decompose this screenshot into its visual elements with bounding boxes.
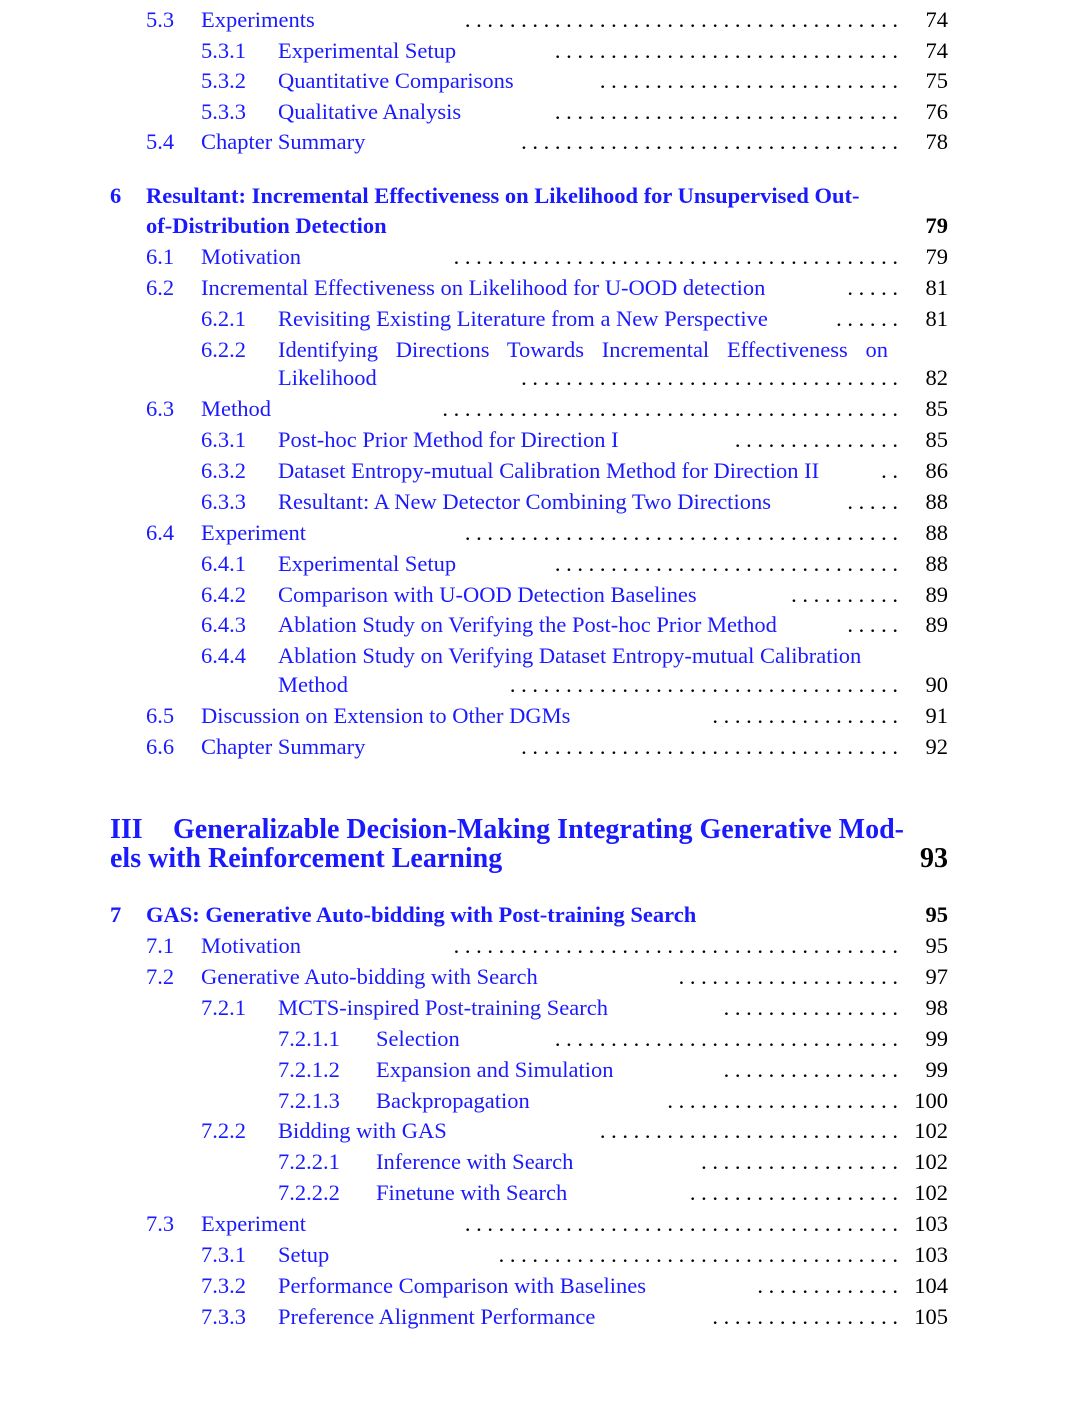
section-title[interactable]: Chapter Summary — [201, 129, 366, 154]
page-number: 95 — [925, 933, 948, 958]
page-number: 103 — [914, 1242, 948, 1267]
page-number: 102 — [914, 1180, 948, 1205]
section-title[interactable]: Performance Comparison with Baselines — [278, 1273, 647, 1298]
section-title[interactable]: Inference with Search — [376, 1149, 574, 1174]
section-number: 7.3.3 — [201, 1304, 246, 1329]
section-title[interactable]: Motivation — [201, 933, 301, 958]
section-number: 6.5 — [146, 703, 175, 728]
part-title-line1[interactable]: Generalizable Decision-Making Integrating Generative Mod- — [173, 814, 904, 845]
leader-dots: . . . . . . . . . . . . . . . . . . . . — [678, 964, 898, 989]
leader-dots: . . — [881, 458, 898, 483]
section-number: 7.3.1 — [201, 1242, 246, 1267]
page-number: 88 — [925, 551, 948, 576]
leader-dots: . . . . . . . . . . — [791, 582, 898, 607]
toc-entry-6-4-4[interactable] — [0, 641, 1078, 701]
section-title[interactable]: Post-hoc Prior Method for Direction I — [278, 427, 619, 452]
page-number: 103 — [914, 1211, 948, 1236]
section-number: 6.1 — [146, 244, 175, 269]
section-number: 5.3.3 — [201, 99, 246, 124]
page-number: 104 — [914, 1273, 948, 1298]
page-number: 91 — [925, 703, 948, 728]
toc-chapter-6[interactable] — [0, 181, 1078, 241]
page-number: 86 — [925, 458, 948, 483]
section-number: 7.2.1.2 — [278, 1057, 340, 1082]
section-number: 6.3.2 — [201, 458, 246, 483]
page-number: 85 — [925, 427, 948, 452]
leader-dots: . . . . . . . . . . . . . . . . . . . . . . . . . . . . . . . — [554, 551, 898, 576]
page-number: 74 — [925, 7, 948, 32]
chapter-title[interactable]: GAS: Generative Auto-bidding with Post-training Search — [146, 902, 697, 927]
leader-dots: . . . . . . . . . . . . . . . . — [723, 995, 898, 1020]
leader-dots: . . . . . — [847, 275, 898, 300]
leader-dots: . . . . . . . . . . . . . . . — [734, 427, 898, 452]
section-number: 7.3 — [146, 1211, 175, 1236]
leader-dots: . . . . . . . . . . . . . — [757, 1273, 898, 1298]
section-title[interactable]: Backpropagation — [376, 1088, 530, 1113]
section-number: 6.3.3 — [201, 489, 246, 514]
section-number: 6.4.2 — [201, 582, 246, 607]
leader-dots: . . . . . . . . . . . . . . . . . . . . . . . . . . . — [599, 1118, 898, 1143]
section-number: 7.2.1.3 — [278, 1088, 340, 1113]
section-title[interactable]: Resultant: A New Detector Combining Two Directions — [278, 489, 771, 514]
leader-dots: . . . . . . . . . . . . . . . . . . . . . . . . . . . . . . . — [554, 99, 898, 124]
leader-dots: . . . . . . . . . . . . . . . . . . . . . . . . . . . . . . . . . . — [521, 734, 898, 759]
section-number: 7.2.1.1 — [278, 1026, 340, 1051]
section-number: 5.4 — [146, 129, 175, 154]
page-number: 85 — [925, 396, 948, 421]
section-number: 6.4.3 — [201, 612, 246, 637]
section-number: 6.2.1 — [201, 306, 246, 331]
section-title[interactable]: Motivation — [201, 244, 301, 269]
section-title-line1[interactable]: Ablation Study on Verifying Dataset Entropy-mutual Calibration — [278, 643, 862, 668]
page-number: 92 — [925, 734, 948, 759]
section-number: 7.2.2.2 — [278, 1180, 340, 1205]
toc-part-3[interactable] — [0, 815, 1078, 877]
leader-dots: . . . . . . — [836, 306, 898, 331]
page-number: 99 — [925, 1026, 948, 1051]
section-title[interactable]: Experiments — [201, 7, 315, 32]
section-title-line2[interactable]: Likelihood — [278, 365, 377, 390]
page-number: 100 — [914, 1088, 948, 1113]
leader-dots: . . . . . . . . . . . . . . . . . . — [701, 1149, 898, 1174]
section-number: 6.3 — [146, 396, 175, 421]
section-title[interactable]: Preference Alignment Performance — [278, 1304, 596, 1329]
section-number: 6.2.2 — [201, 337, 246, 362]
section-title[interactable]: Generative Auto-bidding with Search — [201, 964, 538, 989]
leader-dots: . . . . . . . . . . . . . . . . . . . . . . . . . . . . . . . . . . . . . . . — [464, 520, 898, 545]
section-title[interactable]: Qualitative Analysis — [278, 99, 462, 124]
leader-dots: . . . . . . . . . . . . . . . . . . . . . . . . . . . . . . . . . . — [521, 129, 898, 154]
section-number: 7.2.1 — [201, 995, 246, 1020]
page-number: 78 — [925, 129, 948, 154]
page-number: 102 — [914, 1149, 948, 1174]
section-title[interactable]: Bidding with GAS — [278, 1118, 447, 1143]
leader-dots: . . . . . . . . . . . . . . . . . . . . . . . . . . . . . . . . . . . . . . . . — [453, 244, 898, 269]
leader-dots: . . . . . — [847, 489, 898, 514]
leader-dots: . . . . . . . . . . . . . . . . . — [712, 703, 898, 728]
chapter-title-line2[interactable]: of-Distribution Detection — [146, 213, 387, 238]
section-title[interactable]: Comparison with U-OOD Detection Baselines — [278, 582, 697, 607]
section-title[interactable]: Discussion on Extension to Other DGMs — [201, 703, 571, 728]
page-number: 88 — [925, 520, 948, 545]
section-number: 7.3.2 — [201, 1273, 246, 1298]
section-number: 6.4 — [146, 520, 175, 545]
section-title[interactable]: Experiment — [201, 520, 306, 545]
section-title[interactable]: Selection — [376, 1026, 460, 1051]
section-number: 6.3.1 — [201, 427, 246, 452]
page-number: 79 — [925, 213, 948, 238]
leader-dots: . . . . . . . . . . . . . . . . . . . . . . . . . . . . . . . . . . — [521, 365, 898, 390]
leader-dots: . . . . . . . . . . . . . . . . . . . . . . . . . . . . . . . . . . . . . . . — [464, 7, 898, 32]
section-title[interactable]: Experiment — [201, 1211, 306, 1236]
leader-dots: . . . . . . . . . . . . . . . . . . . . . — [667, 1088, 898, 1113]
page-number: 75 — [925, 68, 948, 93]
page-number: 105 — [914, 1304, 948, 1329]
leader-dots: . . . . . . . . . . . . . . . . — [723, 1057, 898, 1082]
section-title[interactable]: Revisiting Existing Literature from a New Perspective — [278, 306, 768, 331]
leader-dots: . . . . . . . . . . . . . . . . . . . . . . . . . . . . . . . . . . . . . . . . — [453, 933, 898, 958]
page-number: 74 — [925, 38, 948, 63]
leader-dots: . . . . . . . . . . . . . . . . . . . . . . . . . . . . . . . . . . . . . . . . . — [442, 396, 898, 421]
section-title-line1[interactable]: Identifying Directions Towards Incremental Effectiveness on — [278, 337, 888, 362]
chapter-number: 6 — [110, 183, 122, 208]
chapter-title-line1[interactable]: Resultant: Incremental Effectiveness on Likelihood for Unsupervised Out- — [146, 183, 860, 208]
section-title[interactable]: Method — [201, 396, 271, 421]
page-number: 95 — [925, 902, 948, 927]
section-number: 7.2.2.1 — [278, 1149, 340, 1174]
page-number: 97 — [925, 964, 948, 989]
page-number: 76 — [925, 99, 948, 124]
section-number: 5.3.1 — [201, 38, 246, 63]
leader-dots: . . . . . . . . . . . . . . . . . . . . . . . . . . . . . . . . . . . . . . . — [464, 1211, 898, 1236]
section-title[interactable]: Experimental Setup — [278, 38, 457, 63]
section-title-line2[interactable]: Method — [278, 672, 348, 697]
leader-dots: . . . . . . . . . . . . . . . . . . . . . . . . . . . . . . . — [554, 38, 898, 63]
leader-dots: . . . . . . . . . . . . . . . . . . . . . . . . . . . . . . . — [554, 1026, 898, 1051]
page-number: 99 — [925, 1057, 948, 1082]
section-number: 7.2 — [146, 964, 175, 989]
page-number: 102 — [914, 1118, 948, 1143]
section-number: 6.6 — [146, 734, 175, 759]
leader-dots: . . . . . . . . . . . . . . . . . — [712, 1304, 898, 1329]
toc-entry-6-2-2[interactable] — [0, 335, 1078, 395]
leader-dots: . . . . . . . . . . . . . . . . . . . . . . . . . . . . . . . . . . . . — [498, 1242, 898, 1267]
chapter-number: 7 — [110, 902, 122, 927]
page-number: 88 — [925, 489, 948, 514]
leader-dots: . . . . . — [847, 612, 898, 637]
section-number: 5.3 — [146, 7, 175, 32]
page-number: 93 — [920, 843, 948, 874]
section-title[interactable]: Finetune with Search — [376, 1180, 568, 1205]
section-title[interactable]: Setup — [278, 1242, 330, 1267]
page-number: 79 — [925, 244, 948, 269]
section-title[interactable]: Dataset Entropy-mutual Calibration Method for Direction II — [278, 458, 820, 483]
section-title[interactable]: Chapter Summary — [201, 734, 366, 759]
part-number: III — [110, 814, 143, 845]
page-number: 98 — [925, 995, 948, 1020]
section-title[interactable]: Experimental Setup — [278, 551, 457, 576]
leader-dots: . . . . . . . . . . . . . . . . . . . . . . . . . . . — [599, 68, 898, 93]
page-number: 89 — [925, 582, 948, 607]
section-number: 5.3.2 — [201, 68, 246, 93]
page-number: 81 — [925, 275, 948, 300]
part-title-line2[interactable]: els with Reinforcement Learning — [110, 843, 503, 874]
section-number: 7.2.2 — [201, 1118, 246, 1143]
section-number: 7.1 — [146, 933, 175, 958]
leader-dots: . . . . . . . . . . . . . . . . . . . . . . . . . . . . . . . . . . . — [509, 672, 898, 697]
section-title[interactable]: Ablation Study on Verifying the Post-hoc Prior Method — [278, 612, 777, 637]
section-title[interactable]: Expansion and Simulation — [376, 1057, 614, 1082]
section-title[interactable]: MCTS-inspired Post-training Search — [278, 995, 608, 1020]
section-number: 6.2 — [146, 275, 175, 300]
page-number: 90 — [925, 672, 948, 697]
section-title[interactable]: Quantitative Comparisons — [278, 68, 514, 93]
section-number: 6.4.1 — [201, 551, 246, 576]
leader-dots: . . . . . . . . . . . . . . . . . . . — [689, 1180, 898, 1205]
page-number: 89 — [925, 612, 948, 637]
section-title[interactable]: Incremental Effectiveness on Likelihood for U-OOD detection — [201, 275, 766, 300]
section-number: 6.4.4 — [201, 643, 246, 668]
page-number: 82 — [925, 365, 948, 390]
page-number: 81 — [925, 306, 948, 331]
